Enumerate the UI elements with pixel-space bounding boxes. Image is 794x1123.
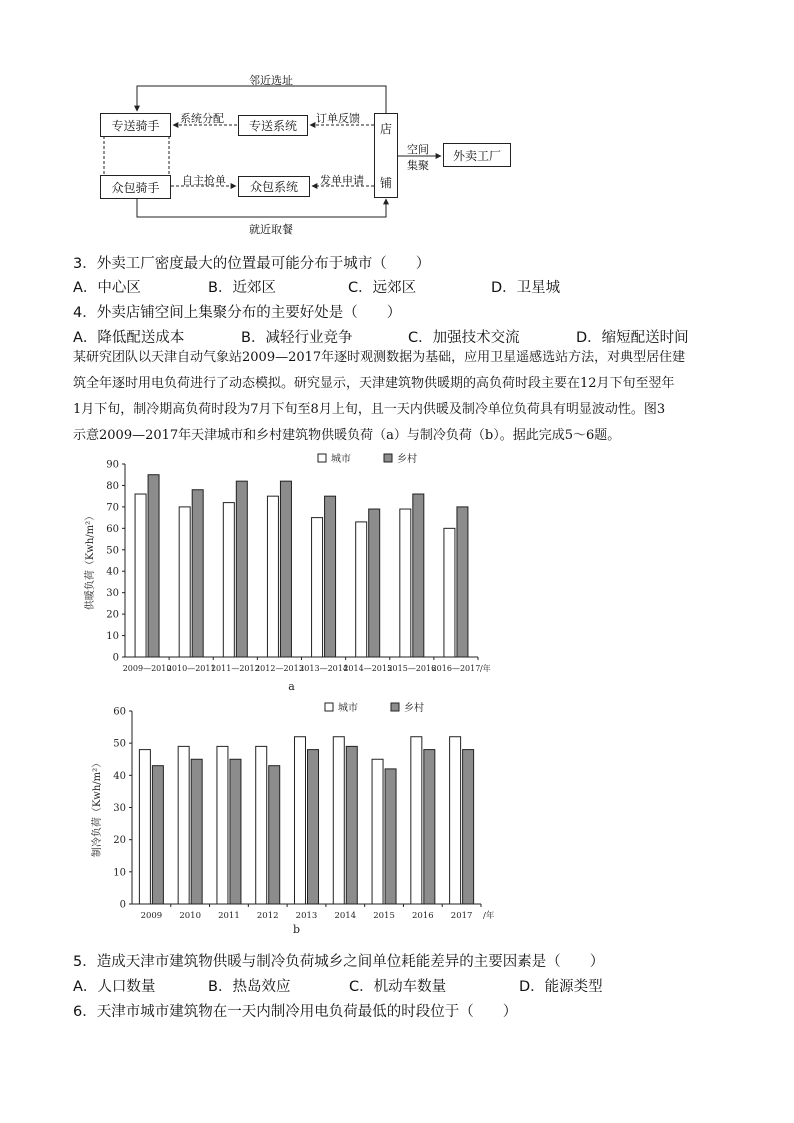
q5-option-a: A．人口数量: [73, 979, 156, 995]
y-tick-label: 80: [106, 480, 119, 492]
bar-urban: [256, 746, 267, 904]
chart-caption: a: [288, 680, 295, 693]
bar-urban: [178, 746, 189, 904]
x-tick-label: 2016: [412, 911, 434, 921]
x-tick-label: 2014—2015: [343, 664, 393, 673]
y-tick-label: 30: [113, 803, 126, 814]
bar-rural: [269, 766, 280, 904]
label-nearby-pickup: 就近取餐: [249, 223, 293, 236]
q5-option-b: B．热岛效应: [208, 979, 291, 995]
passage-line: 某研究团队以天津自动气象站2009—2017年逐时观测数据为基础，应用卫星遥感选站方法，对典型居住建: [73, 350, 686, 365]
legend-swatch-urban: [318, 454, 326, 462]
bar-rural: [369, 509, 380, 657]
bar-rural: [280, 481, 291, 657]
label-assign: 系统分配: [180, 112, 224, 125]
q5-option-c: C．机动车数量: [349, 979, 447, 995]
bar-urban: [295, 737, 306, 904]
bar-urban: [223, 503, 234, 657]
q3-option-d: D．卫星城: [491, 280, 561, 296]
bar-urban: [139, 750, 150, 904]
sys-pro-box: 专送系统: [238, 115, 308, 136]
chart-caption: b: [292, 923, 301, 936]
q4-option-b: B．减轻行业竞争: [241, 330, 353, 346]
x-tick-label: 2015—2016: [387, 664, 437, 673]
factory-box: 外卖工厂: [443, 143, 511, 167]
bar-urban: [400, 509, 411, 657]
y-tick-label: 50: [106, 545, 119, 557]
bar-rural: [148, 475, 159, 657]
bar-rural: [346, 746, 357, 904]
q3-option-c: C．远郊区: [348, 280, 417, 296]
y-tick-label: 20: [106, 609, 119, 621]
bar-urban: [179, 507, 190, 657]
chart-heating-load: [80, 450, 510, 695]
y-tick-label: 60: [106, 523, 119, 535]
bar-rural: [192, 490, 203, 657]
legend-label-rural: 乡村: [397, 454, 417, 465]
x-tick-label: 2015: [373, 911, 395, 921]
bar-urban: [333, 737, 344, 904]
chart-cooling-load: [80, 697, 510, 937]
y-tick-label: 60: [113, 706, 126, 718]
bar-urban: [372, 759, 383, 904]
bar-urban: [267, 496, 278, 657]
x-tick-label: 2012—2013: [255, 664, 304, 673]
y-tick-label: 70: [106, 502, 119, 514]
y-tick-label: 50: [113, 738, 126, 750]
bar-rural: [152, 766, 163, 904]
bar-rural: [325, 496, 336, 657]
bar-urban: [450, 737, 461, 904]
legend-swatch-rural: [384, 454, 392, 462]
x-tick-label: 2013—2014: [299, 664, 348, 673]
passage: [73, 345, 721, 449]
bar-rural: [385, 769, 396, 904]
legend-label-rural: 乡村: [404, 703, 424, 714]
q3-option-b: B．近郊区: [208, 280, 276, 296]
q4-stem: 4．外卖店铺空间上集聚分布的主要好处是（ ）: [73, 305, 402, 321]
passage-line: 1月下旬，制冷期高负荷时段为7月下旬至8月上旬，且一天内供暖及制冷单位负荷具有明显波动性。图3: [73, 402, 666, 417]
label-dispatch: 发单申请: [320, 174, 364, 187]
store-label-top: 店: [379, 122, 392, 136]
legend-swatch-urban: [325, 703, 333, 711]
store-box: [374, 113, 398, 198]
store-label-bottom: 铺: [379, 176, 392, 190]
bar-urban: [411, 737, 422, 904]
bar-urban: [217, 746, 228, 904]
y-tick-label: 30: [106, 588, 119, 600]
y-axis-label: 制冷负荷（Kwh/m²）: [92, 757, 103, 858]
x-axis-unit: /年: [480, 664, 491, 673]
bar-rural: [413, 494, 424, 657]
legend-swatch-rural: [391, 703, 399, 711]
x-tick-label: 2012: [256, 911, 279, 921]
passage-line: 示意2009—2017年天津城市和乡村建筑物供暖负荷（a）与制冷负荷（b）。据此完成5～6题。: [73, 428, 621, 443]
y-tick-label: 0: [112, 652, 119, 664]
y-tick-label: 10: [106, 631, 119, 643]
label-nearby-siting: 邻近选址: [249, 74, 293, 87]
legend-label-urban: 城市: [331, 454, 351, 465]
bar-rural: [308, 750, 319, 904]
bar-rural: [424, 750, 435, 904]
x-tick-label: 2013: [295, 911, 318, 921]
bar-rural: [236, 481, 247, 657]
q6-stem: 6．天津市城市建筑物在一天内制冷用电负荷最低的时段位于（ ）: [73, 1004, 518, 1020]
x-tick-label: 2010: [179, 911, 201, 921]
x-tick-label: 2016—2017: [431, 664, 481, 673]
x-axis-unit: /年: [483, 911, 495, 921]
x-tick-label: 2014: [334, 911, 357, 921]
q4-option-a: A．降低配送成本: [73, 330, 185, 346]
rider-pro-box: 专送骑手: [100, 113, 171, 137]
sys-crowd-box: 众包系统: [238, 176, 310, 197]
label-grab: 自主抢单: [182, 174, 226, 187]
passage-line: 筑全年逐时用电负荷进行了动态模拟。研究显示，天津建筑物供暖期的高负荷时段主要在12月下旬至翌年: [73, 376, 675, 391]
bar-urban: [312, 518, 323, 657]
y-tick-label: 20: [113, 835, 126, 847]
x-tick-label: 2009: [140, 911, 163, 921]
x-tick-label: 2017: [450, 911, 473, 921]
bar-urban: [356, 522, 367, 657]
q4-option-d: D．缩短配送时间: [576, 330, 689, 346]
q5-stem: 5．造成天津市建筑物供暖与制冷负荷城乡之间单位耗能差异的主要因素是（ ）: [73, 954, 605, 970]
bar-rural: [230, 759, 241, 904]
label-order-feedback: 订单反馈: [316, 112, 360, 125]
label-space: 空间: [407, 143, 429, 156]
q4-option-c: C．加强技术交流: [408, 330, 520, 346]
x-tick-label: 2010—2011: [166, 664, 216, 673]
bar-urban: [135, 494, 146, 657]
y-tick-label: 40: [113, 770, 126, 782]
y-tick-label: 0: [119, 899, 126, 911]
label-cluster: 集聚: [407, 159, 429, 172]
q5-option-d: D．能源类型: [519, 979, 603, 995]
bar-rural: [463, 750, 474, 904]
bar-rural: [457, 507, 468, 657]
rider-crowd-box: 众包骑手: [100, 175, 171, 199]
q3-option-a: A．中心区: [73, 280, 141, 296]
x-tick-label: 2009—2010: [122, 664, 172, 673]
y-axis-label: 供暖负荷（Kwh/m²）: [85, 510, 96, 611]
y-tick-label: 90: [106, 459, 119, 471]
legend-label-urban: 城市: [338, 703, 358, 714]
y-tick-label: 10: [113, 867, 126, 879]
x-tick-label: 2011: [218, 911, 240, 921]
x-tick-label: 2011—2012: [210, 664, 260, 673]
bar-urban: [444, 528, 455, 657]
y-tick-label: 40: [106, 566, 119, 578]
bar-rural: [191, 759, 202, 904]
q3-stem: 3．外卖工厂密度最大的位置最可能分布于城市（ ）: [73, 256, 431, 272]
